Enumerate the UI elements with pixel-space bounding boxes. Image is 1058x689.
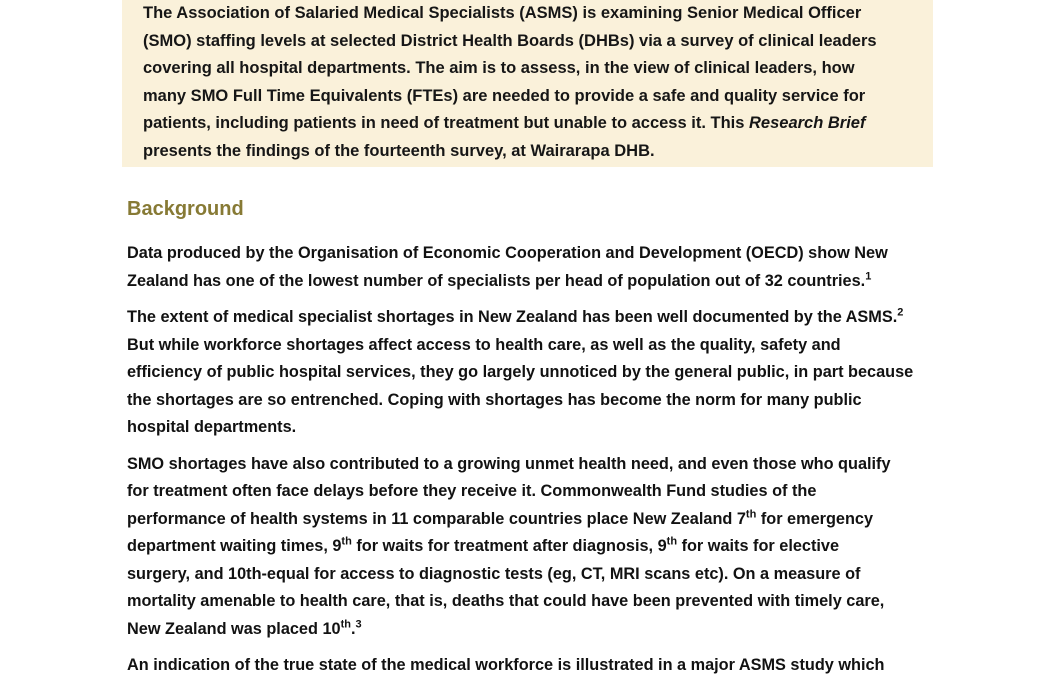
text-segment: The Association of Salaried Medical Specialists (ASMS) is examining Senior Medical Officer — [143, 4, 862, 22]
italic-text: Research Brief — [749, 114, 866, 132]
text-line — [127, 268, 939, 296]
superscript-footnote-ref: 2 — [897, 306, 904, 319]
text-line — [127, 332, 939, 360]
paragraph — [127, 652, 939, 680]
text-line — [127, 451, 939, 479]
text-segment: presents the findings of the fourteenth survey, at Wairarapa DHB. — [143, 141, 655, 160]
text-line — [127, 304, 939, 332]
text-segment: New Zealand was placed 10 — [127, 619, 341, 638]
paragraph — [127, 240, 939, 295]
intro-summary-box — [122, 0, 933, 167]
text-line — [143, 110, 915, 138]
text-line — [143, 0, 915, 28]
text-segment: efficiency of public hospital services, they go largely unnoticed by the general public, in part because — [127, 363, 914, 381]
text-segment: hospital departments. — [127, 418, 297, 436]
section-heading-background: Background — [127, 198, 244, 220]
body-paragraphs — [127, 240, 939, 689]
text-segment: The extent of medical specialist shortages in New Zealand has been well documented by the ASMS. — [127, 308, 898, 326]
text-segment: SMO shortages have also contributed to a growing unmet health need, and even those who qualify — [127, 454, 891, 473]
text-segment: patients, including patients in need of treatment but unable to access it. This — [143, 114, 749, 132]
text-segment: covering all hospital departments. The aim is to assess, in the view of clinical leaders, how — [143, 59, 855, 77]
text-segment: the shortages are so entrenched. Coping with shortages has become the norm for many public — [127, 390, 862, 409]
text-segment: for waits for elective — [677, 537, 840, 555]
text-line — [127, 588, 939, 616]
superscript-footnote-ref: 3 — [355, 618, 362, 631]
text-segment: many SMO Full Time Equivalents (FTEs) are needed to provide a safe and quality service for — [143, 86, 866, 105]
superscript-footnote-ref: th — [341, 535, 352, 548]
text-segment: performance of health systems in 11 comparable countries place New Zealand 7 — [127, 509, 746, 528]
text-line — [127, 414, 939, 442]
paragraph — [127, 451, 939, 644]
text-segment: surgery, and 10th-equal for access to diagnostic tests (eg, CT, MRI scans etc). On a measure of — [127, 564, 861, 583]
superscript-footnote-ref: th — [745, 508, 757, 521]
text-line — [127, 652, 939, 680]
paragraph — [127, 304, 939, 442]
text-line — [143, 138, 915, 166]
text-line — [127, 478, 939, 506]
text-line — [127, 359, 939, 387]
superscript-footnote-ref: 1 — [865, 270, 872, 283]
text-segment: (SMO) staffing levels at selected District Health Boards (DHBs) via a survey of clinical leaders — [143, 31, 877, 50]
text-segment: for treatment often face delays before they receive it. Commonwealth Fund studies of the — [127, 482, 817, 500]
text-segment: . — [350, 619, 356, 638]
superscript-footnote-ref: th — [340, 618, 351, 631]
text-line — [143, 83, 915, 111]
text-segment: But while workforce shortages affect access to health care, as well as the quality, safety and — [127, 335, 841, 354]
text-line — [127, 561, 939, 589]
text-segment: mortality amenable to health care, that is, deaths that could have been prevented with timely care, — [127, 592, 885, 610]
text-line — [127, 240, 939, 268]
text-segment: Data produced by the Organisation of Economic Cooperation and Development (OECD) show New — [127, 244, 888, 262]
text-line — [127, 506, 939, 534]
text-segment: An indication of the true state of the medical workforce is illustrated in a major ASMS study which — [127, 656, 885, 674]
text-line — [143, 28, 915, 56]
text-segment: Zealand has one of the lowest number of specialists per head of population out of 32 countries. — [127, 271, 866, 290]
superscript-footnote-ref: th — [666, 535, 678, 548]
text-segment: for emergency — [756, 509, 874, 528]
text-line — [127, 533, 939, 561]
text-segment: for waits for treatment after diagnosis, 9 — [351, 537, 667, 555]
text-line — [143, 55, 915, 83]
text-line — [127, 616, 939, 644]
text-line — [127, 387, 939, 415]
text-segment: department waiting times, 9 — [127, 537, 342, 555]
